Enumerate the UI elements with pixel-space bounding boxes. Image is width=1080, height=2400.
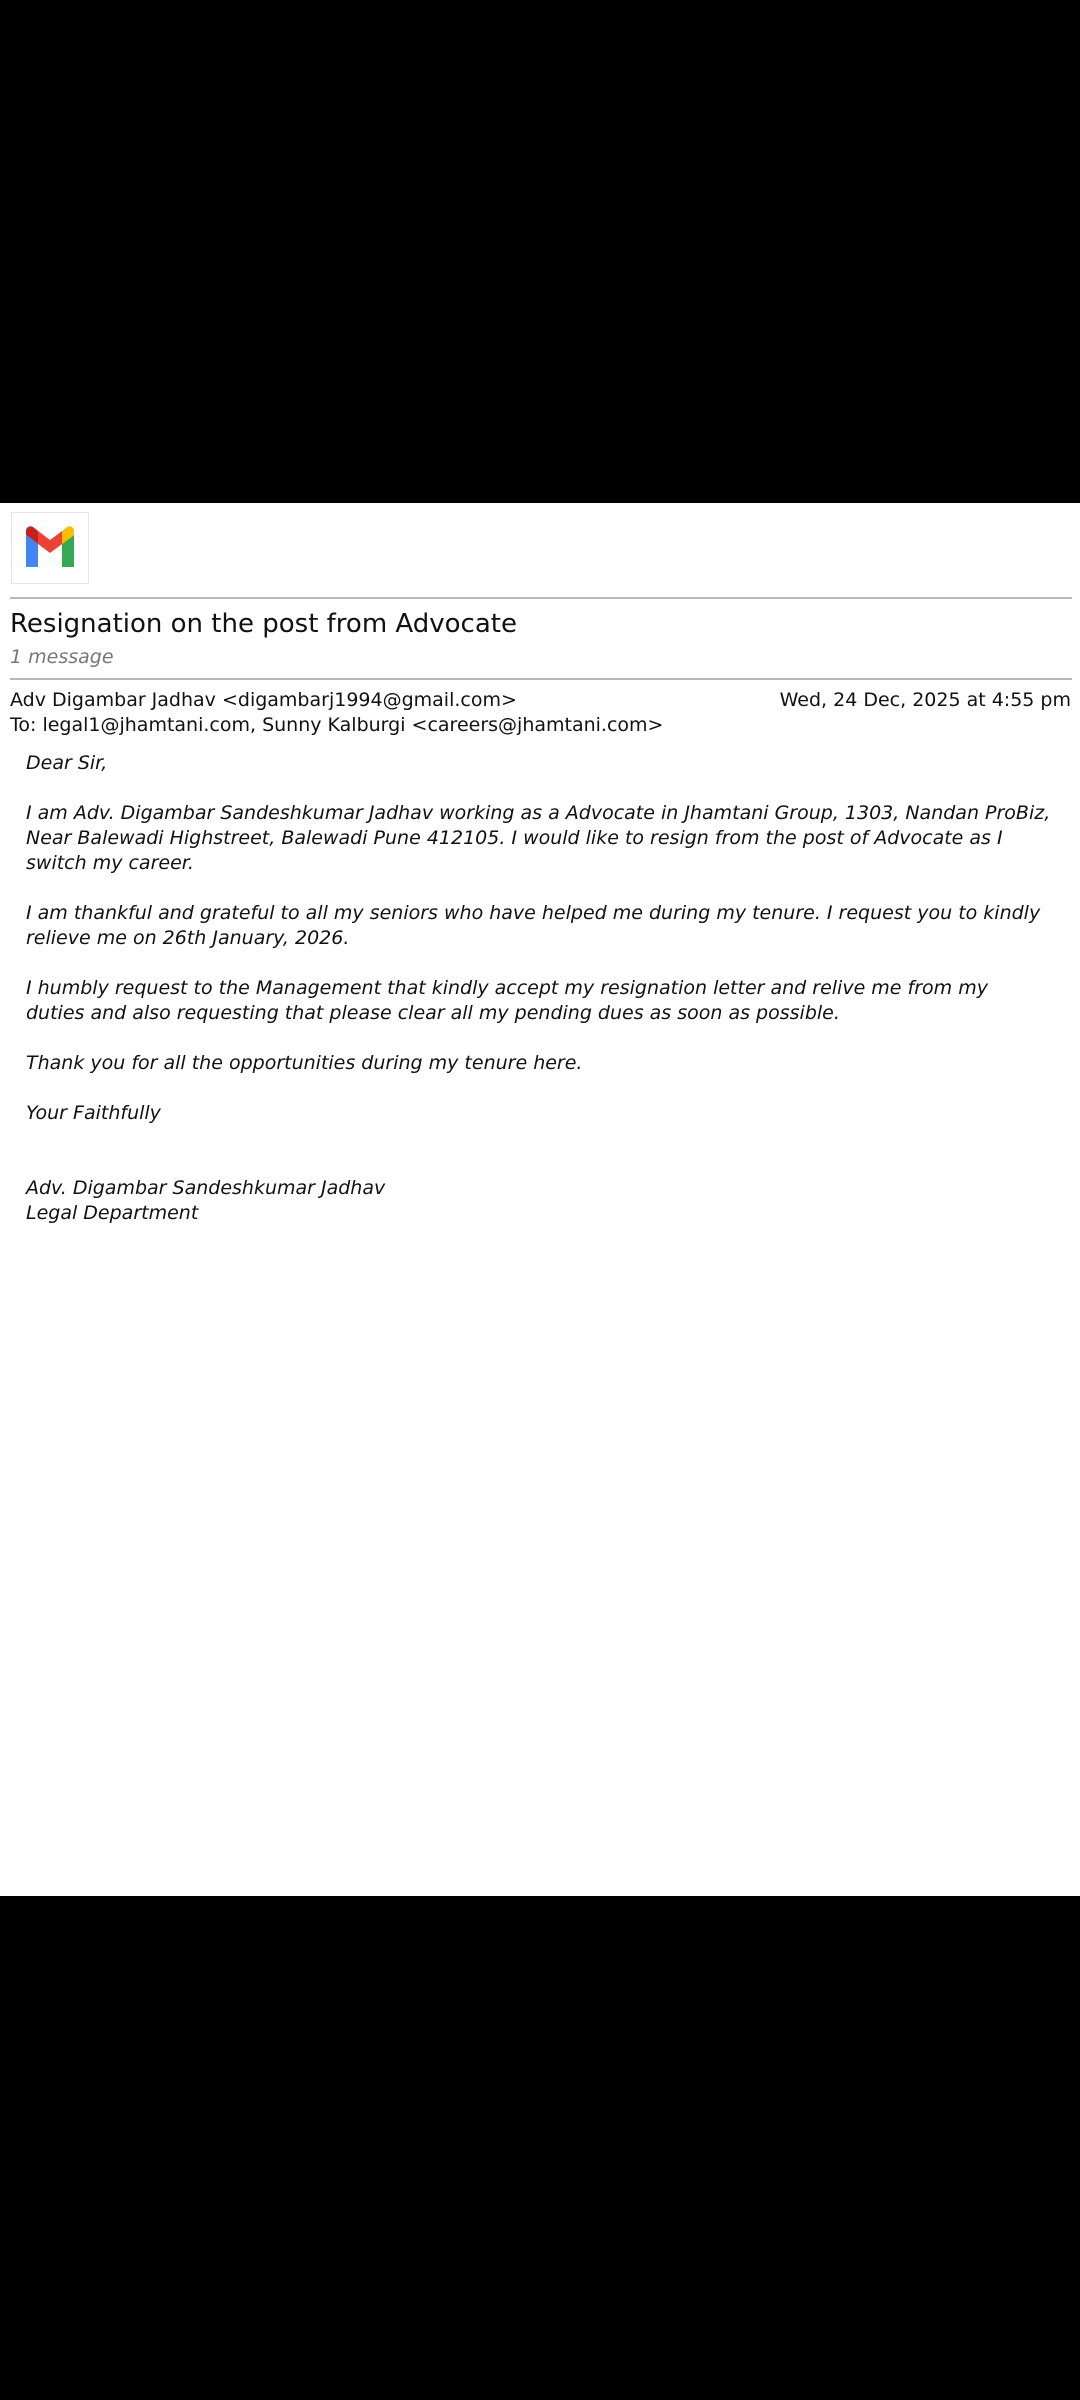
message-count: 1 message [10, 646, 114, 668]
closing: Your Faithfully [26, 1102, 161, 1124]
email-subject: Resignation on the post from Advocate [10, 609, 517, 639]
greeting: Dear Sir, [26, 752, 108, 774]
email-print-page [0, 503, 1080, 1896]
body-paragraph-2: I am thankful and grateful to all my seniors who have helped me during my tenure. I request you to kindly relieve me on 26th January, 2026. [26, 902, 1041, 949]
body-paragraph-1: I am Adv. Digambar Sandeshkumar Jadhav working as a Advocate in Jhamtani Group, 1303, Nandan ProBiz, Near Balewadi Highstreet, Balewadi Pune 412105. I would like to resign from the post of Advocate as I switch my career. [26, 802, 1051, 874]
gmail-logo-icon [22, 525, 78, 571]
signature-name: Adv. Digambar Sandeshkumar Jadhav [26, 1177, 386, 1199]
header-divider [10, 597, 1072, 599]
email-date: Wed, 24 Dec, 2025 at 4:55 pm [779, 689, 1071, 711]
recipients-line: To: legal1@jhamtani.com, Sunny Kalburgi <careers@jhamtani.com> [10, 714, 664, 736]
email-body [26, 751, 1052, 1226]
subject-divider [10, 678, 1072, 680]
body-paragraph-4: Thank you for all the opportunities during my tenure here. [26, 1052, 583, 1074]
sender-line: Adv Digambar Jadhav <digambarj1994@gmail.com> [10, 689, 517, 711]
body-paragraph-3: I humbly request to the Management that kindly accept my resignation letter and relive me from my duties and also requesting that please clear all my pending dues as soon as possible. [26, 977, 988, 1024]
signature-department: Legal Department [26, 1202, 199, 1224]
gmail-logo [11, 512, 89, 584]
